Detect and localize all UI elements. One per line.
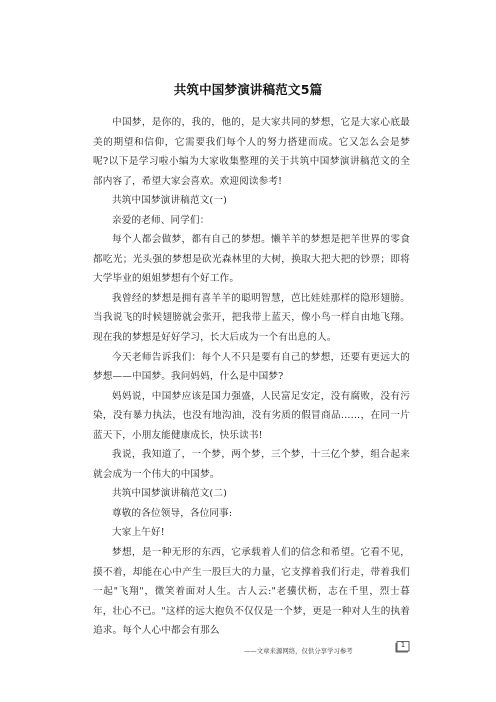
page-number: 1 [400,641,406,649]
body-paragraph: 我曾经的梦想是拥有喜羊羊的聪明智慧，芭比娃娃那样的隐形翅膀。当我说飞的时候翅膀就会张开，把我带上蓝天，像小鸟一样自由地飞翔。现在我的梦想是好好学习，长大后成为一个有出息的人。 [93,292,410,344]
salutation-2: 尊敬的各位领导，各位同事: [112,507,233,519]
intro-paragraph: 中国梦，是你的，我的，他的，是大家共同的梦想，它是大家心底最美的期望和信仰，它需要我们每个人的努力搭建而成。它又怎么会是梦呢?以下是学习啦小编为大家收集整理的关于共筑中国梦演讲稿范文的全部内容了，希望大家会喜欢。欢迎阅读参考! [93,117,410,187]
greeting: 大家上午好! [112,527,165,539]
body-paragraph: 妈妈说，中国梦应该是国力强盛，人民富足安定，没有腐败，没有污染，没有暴力执法，也没有地沟油，没有劣质的假冒商品……，在同一片蓝天下，小朋友能健康成长，快乐读书! [93,390,410,441]
body-paragraph: 我说，我知道了，一个梦，两个梦，三个梦，十三亿个梦，组合起来就会成为一个伟大的中国梦。 [93,449,410,480]
document-body [93,113,410,641]
body-paragraph: 梦想，是一种无形的东西，它承载着人们的信念和希望。它看不见，摸不着，却能在心中产生一股巨大的力量，它支撑着我们行走，带着我们一起"飞翔"，微笑着面对人生。古人云:"老骥伏枥，志在千里，烈士暮年，壮心不已。"这样的远大抱负不仅仅是一个梦，更是一种对人生的执着追求。每个人心中都会有那么 [93,547,410,637]
body-paragraph: 今天老师告诉我们：每个人不只是要有自己的梦想，还要有更远大的梦想——中国梦。我问妈妈，什么是中国梦? [93,351,410,383]
page-number-badge [395,640,411,653]
section-heading-1: 共筑中国梦演讲稿范文(一) [112,195,227,207]
body-paragraph: 每个人都会做梦，都有自己的梦想。懒羊羊的梦想是把羊世界的零食都吃光；光头强的梦想是砍光森林里的大树，换取大把大把的钞票；即将大学毕业的姐姐梦想有个好工作。 [93,234,410,285]
salutation-1: 亲爱的老师、同学们： [112,214,210,226]
footer-source-note: ——文章来源网络，仅供分享学习参考 [244,647,353,655]
section-heading-2: 共筑中国梦演讲稿范文(二) [112,488,227,500]
document-title: 共筑中国梦演讲稿范文5篇 [173,82,323,97]
